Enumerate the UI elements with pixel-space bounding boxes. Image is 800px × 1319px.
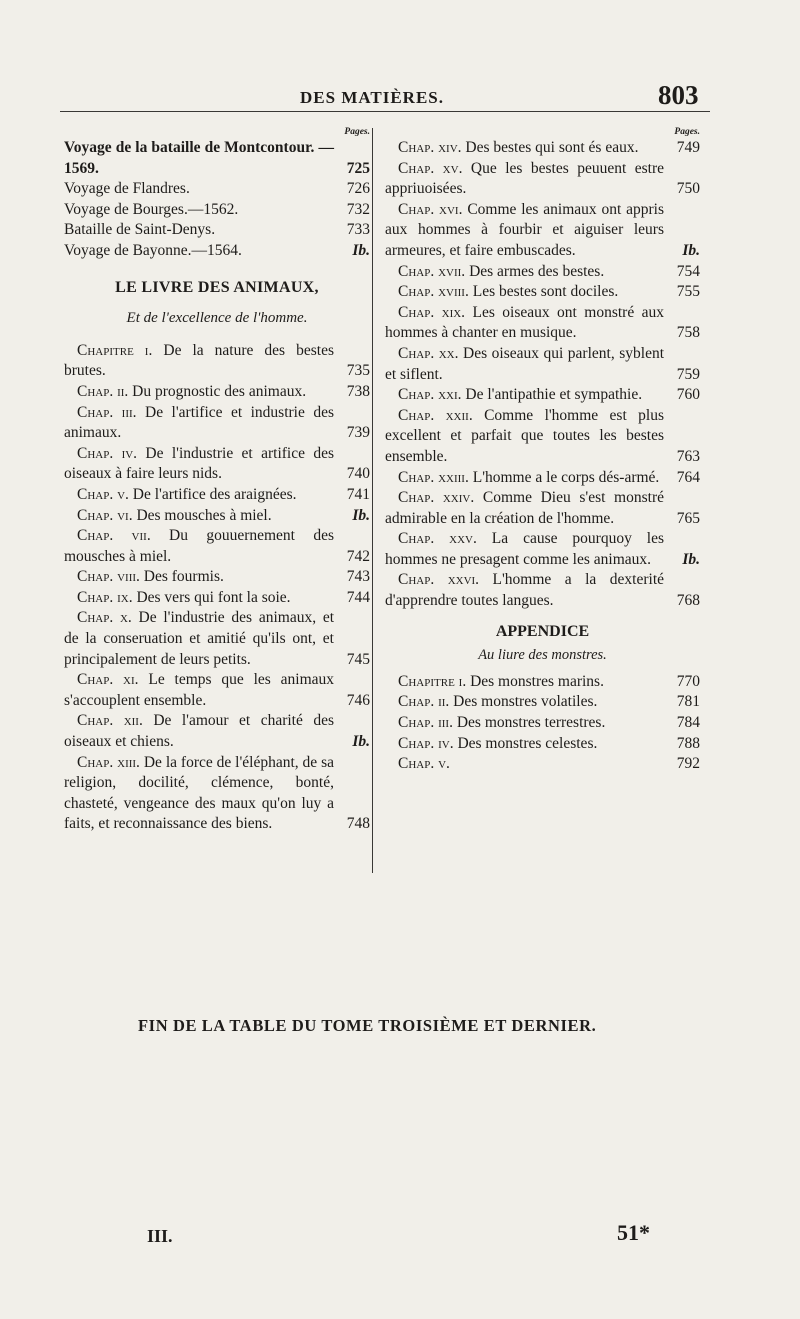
entry-page: 745	[346, 650, 370, 668]
chapter-label: Chapitre i.	[398, 672, 467, 690]
chapter-label: Chap. xix.	[398, 303, 466, 321]
left-column	[64, 126, 370, 835]
appendix-subtitle: Au liure des monstres.	[478, 647, 607, 664]
entry-text: L'homme a le corps dés-armé.	[472, 468, 660, 486]
entry-page: 725	[346, 159, 370, 177]
entry-text: Comme Dieu s'est monstré admirable en la création de l'homme.	[385, 489, 664, 527]
entry-page: 743	[346, 568, 370, 586]
entry-page: 755	[676, 283, 700, 301]
entry-text: Bataille de Saint-Denys.	[64, 221, 216, 239]
chapter-label: Chap. iv.	[77, 444, 138, 462]
entry-page: 758	[676, 324, 700, 342]
chapter-label: Chap. v.	[77, 485, 129, 503]
toc-entry	[385, 262, 700, 283]
chapter-label: Chap. x.	[77, 609, 132, 627]
entry-text: Du prognostic des animaux.	[132, 382, 307, 400]
pages-label-left: Pages.	[344, 127, 370, 137]
page-number: 803	[658, 80, 699, 110]
right-column	[385, 126, 700, 775]
entry-text: Le temps que les animaux s'accouplent ensemble.	[64, 671, 335, 709]
entry-page: Ib.	[352, 506, 370, 524]
entry-text: Voyage de Bayonne.—1564.	[64, 241, 242, 259]
entry-page: 746	[346, 691, 370, 709]
entry-text: Les bestes sont dociles.	[472, 283, 619, 301]
entry-page: 738	[346, 382, 370, 400]
toc-entry	[64, 179, 370, 200]
entry-text: Voyage de la bataille de Montcontour. — 1569.	[64, 139, 334, 177]
chapter-label: Chap. xviii.	[398, 283, 469, 301]
chapter-label: Chap. vii.	[77, 527, 151, 545]
toc-entry	[385, 344, 700, 385]
entry-page: 744	[346, 588, 370, 606]
chapter-label: Chap. iv.	[398, 734, 454, 752]
toc-entry	[385, 282, 700, 303]
running-head: DES MATIÈRES.	[300, 88, 444, 107]
toc-entry	[64, 588, 370, 609]
entry-text: La cause pourquoy les hommes ne presagent comme les animaux.	[385, 530, 664, 568]
chapter-label: Chap. xxvi.	[398, 571, 480, 589]
column-divider	[372, 128, 373, 873]
toc-entry	[385, 529, 700, 570]
toc-entry	[64, 241, 370, 262]
entry-page: 742	[346, 547, 370, 565]
toc-entry	[64, 753, 370, 835]
entry-page: 765	[676, 509, 700, 527]
chapter-label: Chap. ii.	[398, 693, 450, 711]
toc-entry	[385, 200, 700, 262]
chapter-label: Chap. xxiii.	[398, 468, 469, 486]
toc-entry	[64, 200, 370, 221]
entry-page: 754	[676, 262, 700, 280]
chapter-label: Chap. ii.	[77, 382, 129, 400]
toc-entry	[385, 570, 700, 611]
chapter-label: Chap. ix.	[77, 588, 133, 606]
entry-page: 788	[676, 734, 700, 752]
end-of-table-line: FIN DE LA TABLE DU TOME TROISIÈME ET DERNIER.	[138, 1016, 597, 1035]
toc-entry	[385, 754, 700, 775]
entry-page: Ib.	[682, 550, 700, 568]
toc-entry	[385, 406, 700, 468]
entry-text: Des armes des bestes.	[469, 262, 605, 280]
entry-text: Des monstres volatiles.	[453, 693, 598, 711]
entry-text: Voyage de Bourges.—1562.	[64, 200, 239, 218]
toc-entry	[385, 303, 700, 344]
entry-page: 759	[676, 365, 700, 383]
chapter-label: Chap. xiii.	[77, 753, 140, 771]
toc-entry	[64, 403, 370, 444]
chapter-label: Chap. iii.	[398, 714, 453, 732]
entry-text: Des bestes qui sont és eaux.	[465, 139, 639, 156]
entry-page: 726	[346, 180, 370, 198]
toc-entry	[64, 220, 370, 241]
entry-page: 770	[676, 672, 700, 690]
entry-text: De l'industrie des animaux, et de la conseruation et amitié qu'ils ont, et principalement de leurs petits.	[64, 609, 334, 668]
toc-entry	[64, 382, 370, 403]
entry-page: Ib.	[352, 733, 370, 751]
pages-label-right: Pages.	[674, 127, 700, 137]
toc-entry	[64, 711, 370, 752]
entry-page: 749	[676, 139, 700, 156]
signature-right: 51*	[617, 1220, 650, 1245]
entry-text: Des vers qui font la soie.	[136, 588, 291, 606]
toc-entry	[64, 670, 370, 711]
chapter-label: Chap. xii.	[77, 712, 143, 730]
toc-entry	[385, 672, 700, 693]
chapter-label: Chap. xx.	[398, 344, 459, 362]
toc-entry	[385, 713, 700, 734]
entry-text: Des monstres celestes.	[457, 734, 598, 752]
entry-page: Ib.	[682, 241, 700, 259]
chapter-label: Chap. iii.	[77, 403, 137, 421]
entry-text: De l'industrie et artifice des oiseaux à faire leurs nids.	[64, 444, 334, 483]
entry-text: De l'artifice des araignées.	[132, 485, 297, 503]
chapter-label: Chapitre i.	[77, 341, 153, 359]
toc-entry	[385, 734, 700, 755]
entry-page: 763	[676, 447, 700, 465]
toc-entry	[64, 138, 370, 179]
appendix-title: APPENDICE	[495, 622, 590, 640]
entry-page: 739	[346, 424, 370, 442]
chapter-label: Chap. xxii.	[398, 406, 473, 424]
chapter-label: Chap. xxi.	[398, 386, 462, 404]
entry-page: 735	[346, 362, 370, 380]
signature-left: III.	[147, 1226, 173, 1246]
chapter-label: Chap. xxv.	[398, 530, 477, 548]
entry-page: 740	[346, 465, 370, 483]
toc-entry	[385, 692, 700, 713]
toc-entry	[64, 567, 370, 588]
entry-text: De la force de l'éléphant, de sa religion, docilité, clémence, bonté, chasteté, vengeance des maux qu'on luy a faits, et reconnaissance des biens.	[64, 753, 334, 833]
toc-entry	[385, 159, 700, 200]
entry-page: 768	[676, 592, 700, 610]
entry-text: De l'amour et charité des oiseaux et chiens.	[64, 712, 335, 751]
toc-entry	[385, 468, 700, 489]
entry-text: Que les bestes peuuent estre appriuoisées.	[385, 159, 665, 198]
entry-text: Comme l'homme est plus excellent et parfait que toutes les bestes ensemble.	[385, 406, 664, 465]
entry-text: De l'artifice et industrie des animaux.	[64, 403, 334, 442]
entry-page: 784	[676, 714, 700, 732]
toc-entry	[385, 488, 700, 529]
entry-text: De la nature des bestes brutes.	[64, 341, 334, 380]
toc-entry	[64, 444, 370, 485]
entry-text: L'homme a la dexterité d'apprendre toutes langues.	[385, 571, 665, 610]
entry-page: 760	[676, 386, 700, 404]
chapter-label: Chap. xvii.	[398, 262, 466, 280]
entry-page: 792	[676, 755, 700, 773]
chapter-label: Chap. xi.	[77, 671, 139, 689]
entry-page: 750	[676, 180, 700, 198]
entry-text: Des oiseaux qui parlent, syblent et siflent.	[385, 344, 664, 383]
entry-text: Voyage de Flandres.	[64, 180, 190, 198]
toc-entry	[64, 608, 370, 670]
entry-page: Ib.	[352, 241, 370, 259]
entry-text: Des fourmis.	[143, 568, 224, 586]
toc-entry	[385, 138, 700, 159]
entry-page: 781	[676, 693, 700, 711]
chapter-label: Chap. vi.	[77, 506, 133, 524]
entry-text: Les oiseaux ont monstré aux hommes à chanter en musique.	[385, 303, 664, 342]
chapter-label: Chap. xiv.	[398, 139, 462, 156]
entry-page: 733	[346, 221, 370, 239]
header-rule	[60, 111, 710, 112]
toc-entry	[385, 385, 700, 406]
section-subtitle: Et de l'excellence de l'homme.	[126, 310, 308, 327]
section-title: LE LIVRE DES ANIMAUX,	[115, 278, 319, 296]
entry-page: 732	[346, 200, 370, 218]
toc-entry	[64, 526, 370, 567]
toc-entry	[64, 341, 370, 382]
entry-text: Des monstres marins.	[470, 672, 604, 690]
entry-text: Des monstres terrestres.	[456, 714, 606, 732]
toc-entry	[64, 485, 370, 506]
chapter-label: Chap. v.	[398, 755, 450, 773]
toc-entry	[64, 506, 370, 527]
entry-page: 741	[346, 485, 370, 503]
entry-page: 764	[676, 468, 700, 486]
entry-text: Des mousches à miel.	[136, 506, 272, 524]
entry-text: De l'antipathie et sympathie.	[465, 386, 643, 404]
chapter-label: Chap. xv.	[398, 159, 463, 177]
entry-text: Du gouuernement des mousches à miel.	[64, 527, 334, 565]
chapter-label: Chap. xvi.	[398, 200, 463, 218]
chapter-label: Chap. viii.	[77, 568, 140, 586]
entry-text: Comme les animaux ont appris aux hommes à fourbir et aiguiser leurs armeures, et faire embuscades.	[385, 200, 665, 259]
entry-page: 748	[346, 815, 370, 833]
chapter-label: Chap. xxiv.	[398, 489, 475, 507]
